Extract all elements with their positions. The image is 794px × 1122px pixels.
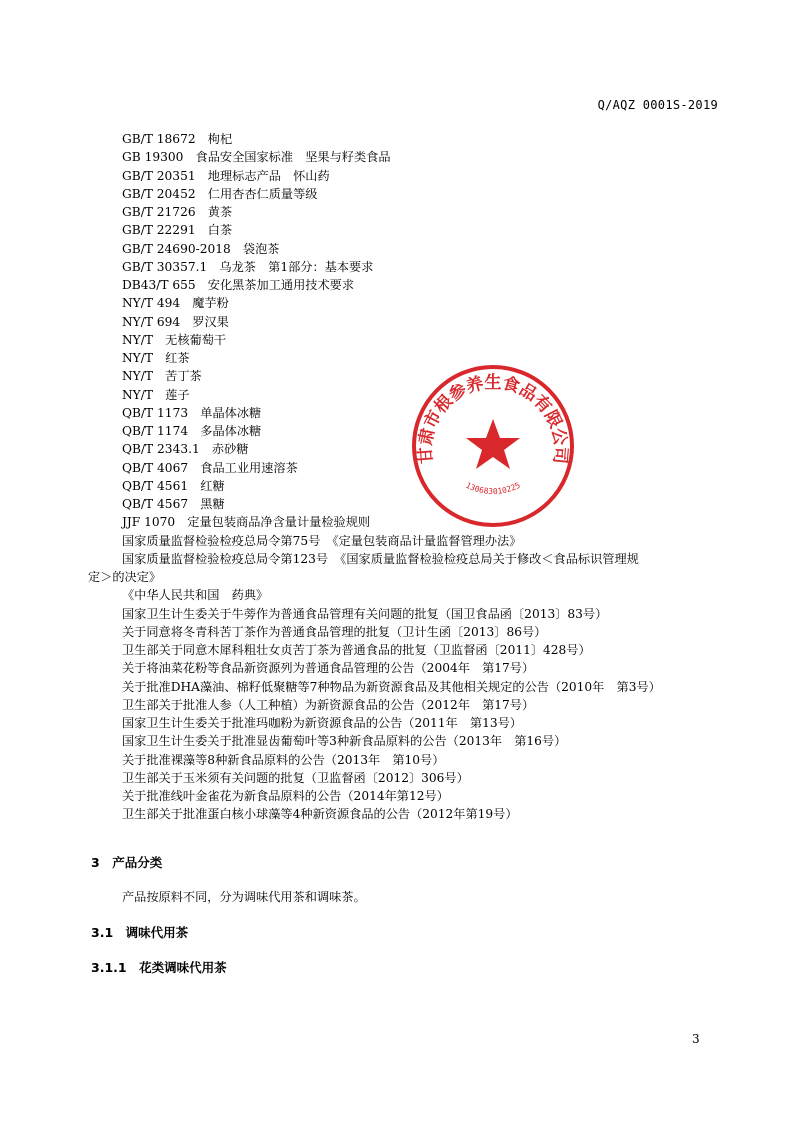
reference-item: GB/T 22291 白茶 — [122, 223, 233, 238]
section-3-paragraph: 产品按原料不同，分为调味代用茶和调味茶。 — [122, 890, 366, 904]
reference-item: QB/T 1173 单晶体冰糖 — [122, 405, 262, 420]
section-heading-3-1-1: 3.1.1 花类调味代用茶 — [91, 960, 227, 975]
reference-item: 关于同意将冬青科苦丁茶作为普通食品管理的批复（卫计生函〔2013〕86号） — [122, 624, 547, 639]
reference-item: GB/T 18672 枸杞 — [122, 132, 233, 146]
reference-item: 国家卫生计生委关于批准显齿葡萄叶等3种新食品原料的公告（2013年 第16号） — [122, 734, 567, 749]
reference-item: 卫生部关于批准人参（人工种植）为新资源食品的公告（2012年 第17号） — [122, 697, 535, 712]
section-heading-3-1: 3.1 调味代用茶 — [91, 925, 189, 940]
reference-item: 卫生部关于玉米须有关问题的批复（卫监督函〔2012〕306号） — [122, 770, 469, 785]
reference-item: NY/T 莲子 — [122, 387, 190, 402]
reference-item: DB43/T 655 安化黑茶加工通用技术要求 — [122, 278, 355, 292]
reference-item: 关于批准线叶金雀花为新食品原料的公告（2014年第12号） — [122, 789, 449, 803]
reference-item: GB 19300 食品安全国家标准 坚果与籽类食品 — [122, 150, 391, 165]
reference-item: 关于批准裸藻等8种新食品原料的公告（2013年 第10号） — [122, 752, 445, 767]
section-heading-3: 3 产品分类 — [91, 855, 163, 870]
reference-item: GB/T 20452 仁用杏杏仁质量等级 — [122, 186, 318, 201]
reference-item: 卫生部关于批准蛋白核小球藻等4种新资源食品的公告（2012年第19号） — [122, 807, 518, 822]
company-seal — [410, 363, 576, 529]
reference-item: QB/T 2343.1 赤砂糖 — [122, 442, 249, 457]
reference-item: 《中华人民共和国 药典》 — [122, 588, 269, 603]
reference-item: 国家质量监督检验检疫总局令第75号 《定量包装商品计量监督管理办法》 — [122, 533, 522, 548]
reference-item: NY/T 红茶 — [122, 351, 190, 365]
reference-item: JJF 1070 定量包装商品净含量计量检验规则 — [122, 515, 371, 530]
seal-number: 130683010225 — [464, 480, 522, 497]
reference-item: QB/T 4067 食品工业用速溶茶 — [122, 460, 298, 475]
reference-item: 关于将油菜花粉等食品新资源列为普通食品管理的公告（2004年 第17号） — [122, 661, 535, 676]
reference-item: QB/T 4567 黑糖 — [122, 497, 225, 511]
reference-item: GB/T 20351 地理标志产品 怀山药 — [122, 168, 330, 183]
reference-item: GB/T 24690-2018 袋泡茶 — [122, 241, 280, 256]
reference-item: QB/T 1174 多晶体冰糖 — [122, 424, 262, 438]
reference-item: 国家卫生计生委关于批准玛咖粉为新资源食品的公告（2011年 第13号） — [122, 716, 522, 730]
reference-item: NY/T 694 罗汉果 — [122, 314, 229, 329]
reference-item: GB/T 30357.1 乌龙茶 第1部分：基本要求 — [122, 259, 374, 274]
reference-item-continuation: 定＞的决定》 — [88, 570, 162, 584]
reference-item: QB/T 4561 红糖 — [122, 478, 225, 493]
document-code: Q/AQZ 0001S-2019 — [597, 98, 718, 112]
page-number: 3 — [692, 1032, 700, 1046]
reference-item: NY/T 494 魔芋粉 — [122, 296, 229, 311]
reference-item: 国家卫生计生委关于牛蒡作为普通食品管理有关问题的批复（国卫食品函〔2013〕83号） — [122, 606, 608, 621]
seal-text: 甘肃市根参养生食品有限公司 — [415, 372, 571, 465]
reference-item: NY/T 苦丁茶 — [122, 369, 202, 384]
seal-star-icon — [466, 419, 520, 469]
reference-item: 国家质量监督检验检疫总局令第123号 《国家质量监督检验检疫总局关于修改＜食品标识管理规 — [122, 551, 639, 566]
reference-item: 卫生部关于同意木犀科粗壮女贞苦丁茶为普通食品的批复（卫监督函〔2011〕428号） — [122, 643, 591, 657]
reference-item: 关于批准DHA藻油、棉籽低聚糖等7种物品为新资源食品及其他相关规定的公告（2010年 第3号） — [122, 679, 661, 694]
reference-item: GB/T 21726 黄茶 — [122, 205, 233, 219]
reference-item: NY/T 无核葡萄干 — [122, 332, 227, 347]
